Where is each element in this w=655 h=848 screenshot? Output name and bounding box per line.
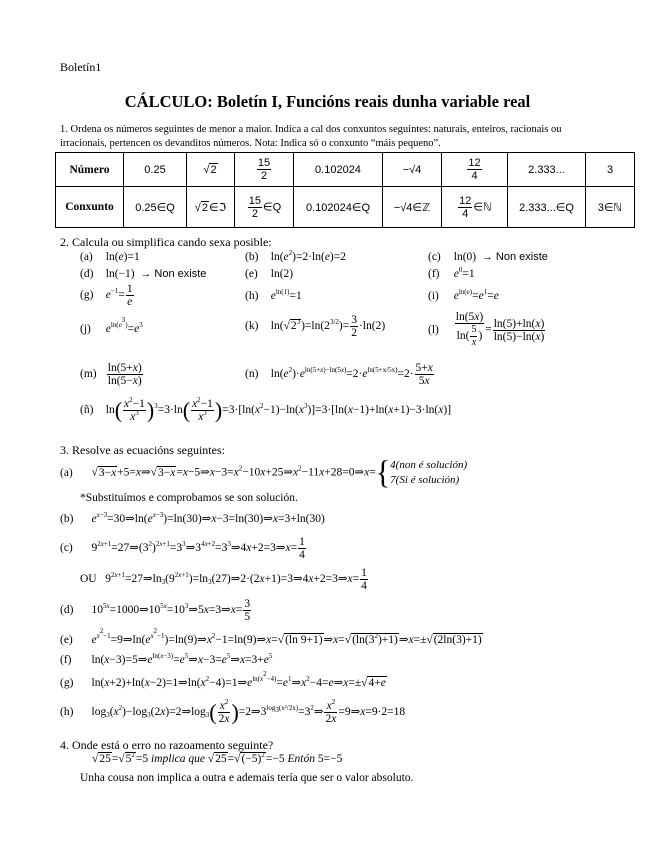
question-4-title: 4. Onde está o erro no razoamento seguinte? bbox=[60, 738, 274, 752]
q2-j: (j) $e^{ln(e^3)}=e^3$ bbox=[80, 316, 143, 335]
cell-s5: −√4∈ℤ bbox=[383, 187, 442, 228]
q3-b: (b) $e^{x-3}=30\Rightarrow\ln(e^{x-3})=\ln(30)\Rightarrow x-3=\ln(30)\Rightarrow x=3+\ln(30)$ bbox=[60, 511, 325, 525]
q2-d: (d) ln(−1) → Non existe bbox=[80, 268, 207, 280]
cell-n4: 0.102024 bbox=[294, 153, 383, 187]
question-3-title: 3. Resolve as ecuacións seguintes: bbox=[60, 443, 225, 457]
q3-a: (a) $√3-x+5=x\Rightarrow√3-x=x-5\Rightarrow x-3=x^2-10x+25\Rightarrow x^2-11x+28=0\Rightarrow x=\{4(non$ é solución) 7(Si é solución) bbox=[60, 454, 468, 491]
q3-note: *Substituímos e comprobamos se son solución. bbox=[80, 492, 298, 504]
cell-n2: √2 bbox=[187, 153, 235, 187]
cell-n1: 0.25 bbox=[124, 153, 187, 187]
question-2-title: 2. Calcula ou simplifica cando sexa posible: bbox=[60, 235, 272, 249]
cell-n5: −√4 bbox=[383, 153, 442, 187]
cell-s1: 0.25∈Q bbox=[124, 187, 187, 228]
q3-c-alt: OU $9^{2x+1}=27\Rightarrow\ln_3(9^{2x+1})=\ln_3(27)\Rightarrow 2\cdot(2x+1)=3\Rightarrow 4x+2=3\Rightarrow x=$ $\frac{1}{4}$ bbox=[80, 567, 367, 592]
q2-e: (e) ln(2) bbox=[245, 268, 294, 280]
q2-a: (a) ln(e)=1 bbox=[80, 251, 140, 263]
page-title: CÁLCULO: Boletín I, Funcións reais dunha variable real bbox=[124, 92, 531, 111]
q4-answer: Unha cousa non implica a outra e ademais tería que ser o valor absoluto. bbox=[80, 772, 414, 784]
q2-f: (f) $e^0=1$ bbox=[428, 266, 475, 280]
q3-g: (g) $\ln(x+2)+\ln(x-2)=1\Rightarrow\ln(x^2-4)=1\Rightarrow e^{ln(x^2-4)}=e^1\Rightarrow x^2-4=e\Rightarrow x=\pm√4+e$ bbox=[60, 670, 386, 689]
question-1-text: 1. Ordena os números seguintes de menor a maior. Indica a cal dos conxuntos seguintes: naturais, enteiros, racionais ou irracionais, pertencen os devanditos números. Nota: Indica só o conxunto “máis pequeno”. bbox=[60, 124, 562, 149]
row-header-set: Conxunto bbox=[56, 187, 124, 228]
q2-k: (k) $\ln(√2^3)=\ln(2^{3/2})=$ $\frac{3}{2}$ ·ln(2) bbox=[245, 314, 386, 339]
q3-d: (d) $10^{5x}=1000\Rightarrow 10^{5x}=10^3\Rightarrow 5x=3\Rightarrow x=$ $\frac{3}{5}$ bbox=[60, 598, 251, 623]
cell-s3: $\frac{15}{2}$ ∈Q bbox=[235, 187, 294, 228]
q3-e: (e) $e^{x^2-1}=9\Rightarrow\ln(e^{x^2-1})=\ln(9)\Rightarrow x^2-1=\ln(9)\Rightarrow x=√(\ln$ $9+1)\Rightarrow x=√(\ln(3^2)+1)\Rightarrow x=\pm√(2\ln(3)+1)$ bbox=[60, 627, 482, 646]
q2-nn: (ñ) ln( $\frac{x^2-1}{x^3}$ )$^3$=3·ln( $\frac{x^2-1}{x^3}$ )$=3\cdot[\ln(x^2-1)-\ln(x^3)]=3\cdot[\ln(x-1)+\ln(x+1)-3\cdot\ln(x)]$ bbox=[80, 396, 452, 423]
q3-c: (c) $9^{2x+1}=27\Rightarrow(3^2)^{2x+1}=3^3\Rightarrow 3^{4x+2}=3^3\Rightarrow 4x+2=3\Rightarrow x=$ $\frac{1}{4}$ bbox=[60, 536, 305, 561]
cell-n8: 3 bbox=[586, 153, 635, 187]
q2-c: (c) ln(0) → Non existe bbox=[428, 251, 548, 263]
cell-s6: $\frac{12}{4}$ ∈ℕ bbox=[442, 187, 508, 228]
q3-h: (h) $\log_3(x^2)-\log_3(2x)=2\Rightarrow\log_3$( $\frac{x^2}{2x}$ )$=2\Rightarrow 3^{log_3(x^2/2x)}=3^2\Rightarrow$ $\frac{x^2}{2x}$ =9⇒x=9·2=18 bbox=[60, 698, 406, 725]
q2-n: (n) $\ln(e^2)\cdot e^{ln(5+x)-ln(5x)}=2\cdot e^{ln(5+x/5x)}=2\cdot$ $\frac{5+x}{5x}$ bbox=[245, 362, 433, 387]
q2-m: (m) $\frac{\ln(5+x)}{\ln(5-x)}$ bbox=[80, 362, 142, 387]
cell-n6: $\frac{12}{4}$ bbox=[442, 153, 508, 187]
q2-l: (l) ln(5x) ln( $\frac{5}{x}$ ) = $\frac{\ln(5)+\ln(x)}{\ln(5)-\ln(x)}$ bbox=[428, 311, 545, 348]
q2-b: (b) $\ln(e^2)=2\cdot\ln(e)=2$ bbox=[245, 249, 346, 263]
cell-n7: 2.333... bbox=[508, 153, 586, 187]
row-header-number: Número bbox=[56, 153, 124, 187]
cell-s2: √2∈ℑ bbox=[187, 187, 235, 228]
q2-g: (g) $e^{-1}=$ $\frac{1}{e}$ bbox=[80, 283, 133, 308]
numbers-table bbox=[55, 152, 635, 228]
cell-s4: 0.102024∈Q bbox=[294, 187, 383, 228]
q3-f: (f) $\ln(x-3)=5\Rightarrow e^{ln(x-3)}=e^5\Rightarrow x-3=e^5\Rightarrow x=3+e^5$ bbox=[60, 652, 273, 666]
q4-reasoning: $√25=√5^2=5$ implica que $√25=√(-5)^2=-5$ Entón 5=−5 bbox=[92, 751, 343, 765]
cell-s8: 3∈ℕ bbox=[586, 187, 635, 228]
q2-h: (h) $e^{ln(1)}=1$ bbox=[245, 288, 302, 302]
cell-n3: $\frac{15}{2}$ bbox=[235, 153, 294, 187]
q2-i: (i) $e^{ln(e)}=e^1=e$ bbox=[428, 288, 499, 302]
cell-s7: 2.333...∈Q bbox=[508, 187, 586, 228]
header: Boletín1 bbox=[60, 60, 102, 74]
